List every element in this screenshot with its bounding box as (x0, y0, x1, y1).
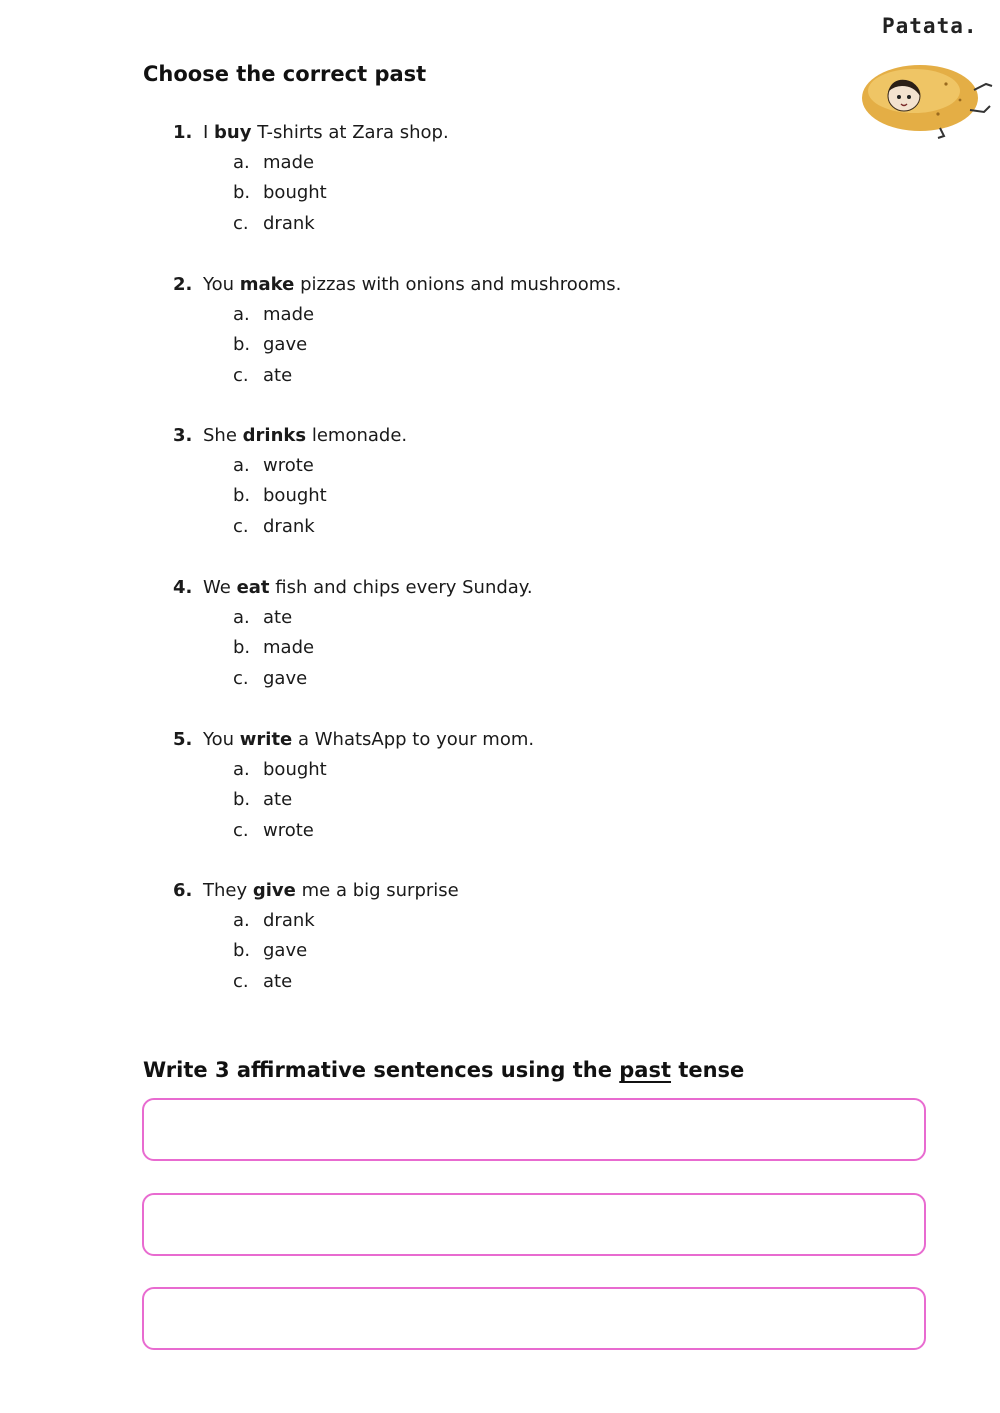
option-text: bought (263, 182, 327, 204)
option-text: drank (263, 910, 315, 931)
question-text (173, 270, 621, 300)
option-letter: a. (233, 304, 250, 325)
option-letter: c. (233, 212, 249, 234)
question-before: They (203, 880, 248, 901)
option-letter: b. (233, 940, 251, 962)
option-a[interactable] (173, 755, 534, 785)
option-b[interactable] (173, 330, 621, 360)
option-text: bought (263, 485, 327, 507)
option-text: wrote (263, 819, 314, 841)
option-b[interactable] (173, 936, 459, 966)
option-letter: b. (233, 182, 251, 204)
question-number: 1. (173, 122, 193, 143)
answer-box-3[interactable] (142, 1287, 926, 1350)
question-6 (173, 876, 459, 997)
section-title-write (143, 1058, 744, 1082)
question-number: 5. (173, 729, 193, 750)
option-b[interactable] (173, 178, 449, 208)
option-c[interactable] (173, 664, 533, 694)
option-text: ate (263, 607, 293, 628)
option-a[interactable] (173, 451, 407, 481)
option-text: made (263, 304, 315, 325)
option-letter: c. (233, 515, 249, 537)
option-text: bought (263, 759, 327, 780)
option-letter: b. (233, 637, 251, 659)
option-a[interactable] (173, 148, 449, 178)
option-a[interactable] (173, 603, 533, 633)
option-text: made (263, 637, 315, 659)
option-c[interactable] (173, 512, 407, 542)
title-text: Write 3 affirmative sentences using the (143, 1058, 612, 1082)
question-1 (173, 118, 449, 239)
option-letter: b. (233, 485, 251, 507)
option-c[interactable] (173, 361, 621, 391)
option-text: drank (263, 515, 315, 537)
question-verb: make (239, 274, 295, 295)
option-c[interactable] (173, 209, 449, 239)
option-text: ate (263, 970, 293, 992)
question-before: She (203, 425, 237, 446)
question-number: 2. (173, 274, 193, 295)
question-after: pizzas with onions and mushrooms. (300, 274, 622, 295)
question-before: I (203, 122, 209, 143)
option-text: ate (263, 364, 293, 386)
question-before: You (203, 729, 235, 750)
option-text: made (263, 152, 315, 173)
question-5 (173, 725, 534, 846)
question-before: You (203, 274, 235, 295)
option-letter: a. (233, 759, 250, 780)
option-c[interactable] (173, 816, 534, 846)
option-b[interactable] (173, 785, 534, 815)
question-text (173, 573, 533, 603)
option-text: gave (263, 334, 308, 356)
question-text (173, 725, 534, 755)
answer-box-1[interactable] (142, 1098, 926, 1161)
title-text: tense (678, 1058, 745, 1082)
question-4 (173, 573, 533, 694)
question-after: fish and chips every Sunday. (275, 577, 533, 598)
question-verb: buy (214, 122, 252, 143)
option-letter: a. (233, 607, 250, 628)
option-text: drank (263, 212, 315, 234)
question-number: 4. (173, 577, 193, 598)
option-letter: c. (233, 667, 249, 689)
question-after: me a big surprise (301, 880, 459, 901)
option-text: wrote (263, 455, 314, 476)
option-c[interactable] (173, 967, 459, 997)
question-after: a WhatsApp to your mom. (298, 729, 535, 750)
potato-icon (858, 56, 998, 140)
question-text (173, 421, 407, 451)
option-a[interactable] (173, 300, 621, 330)
title-underlined-word: past (619, 1058, 672, 1082)
option-letter: b. (233, 334, 251, 356)
question-verb: give (252, 880, 296, 901)
question-before: We (203, 577, 231, 598)
question-verb: write (239, 729, 293, 750)
section-title-choose: Choose the correct past (143, 62, 427, 86)
question-2 (173, 270, 621, 391)
question-verb: eat (236, 577, 270, 598)
option-b[interactable] (173, 481, 407, 511)
option-text: ate (263, 789, 293, 811)
logo-text: Patata. (882, 14, 978, 38)
option-b[interactable] (173, 633, 533, 663)
question-text (173, 118, 449, 148)
option-letter: a. (233, 910, 250, 931)
answer-box-2[interactable] (142, 1193, 926, 1256)
question-number: 6. (173, 880, 193, 901)
question-verb: drinks (242, 425, 307, 446)
option-letter: a. (233, 455, 250, 476)
option-letter: c. (233, 970, 249, 992)
option-letter: c. (233, 819, 249, 841)
option-a[interactable] (173, 906, 459, 936)
question-3 (173, 421, 407, 542)
option-text: gave (263, 940, 308, 962)
question-after: T-shirts at Zara shop. (257, 122, 449, 143)
question-number: 3. (173, 425, 193, 446)
option-letter: c. (233, 364, 249, 386)
question-text (173, 876, 459, 906)
option-letter: a. (233, 152, 250, 173)
option-text: gave (263, 667, 308, 689)
question-after: lemonade. (311, 425, 408, 446)
option-letter: b. (233, 789, 251, 811)
